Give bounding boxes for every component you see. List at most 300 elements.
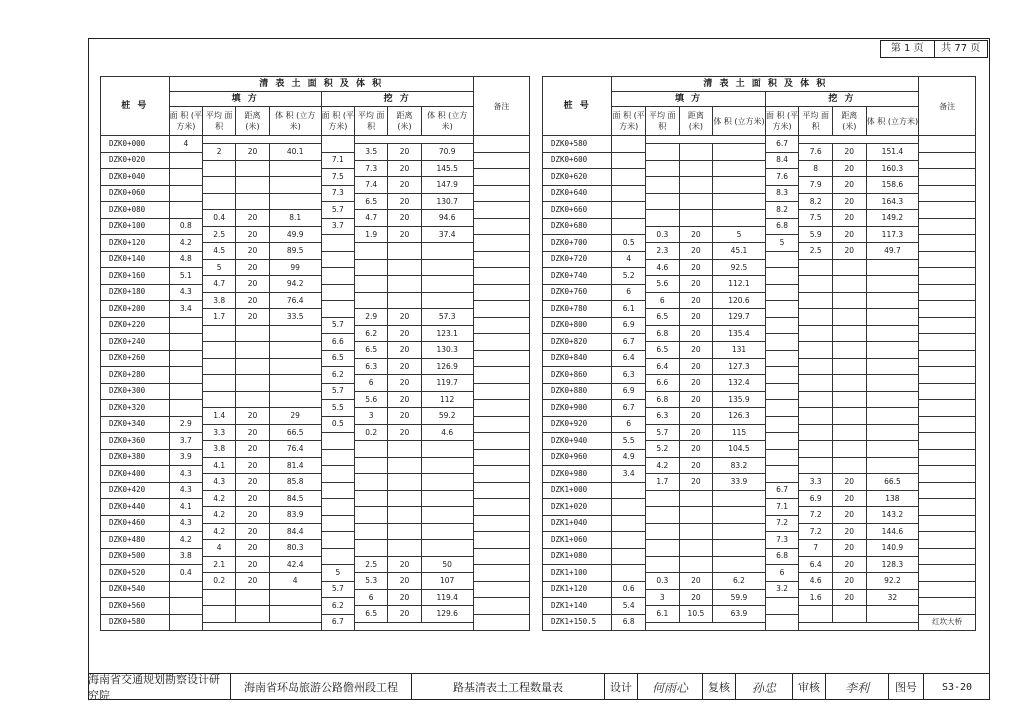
cut-dist-cell: 20 <box>833 193 867 210</box>
cut-vol-cell: 123.1 <box>421 325 473 342</box>
cut-avg-cell <box>799 375 833 392</box>
remark-cell <box>473 268 529 285</box>
cut-dist-cell <box>833 309 867 326</box>
remark-cell <box>919 152 976 169</box>
cut-dist-cell <box>833 424 867 441</box>
header-fill: 填 方 <box>612 92 765 107</box>
fill-dist-cell: 20 <box>236 523 269 540</box>
fill-area-cell <box>169 581 202 598</box>
cut-dist-cell <box>388 243 421 260</box>
fill-vol-cell: 42.4 <box>269 556 321 573</box>
cut-vol-cell <box>866 276 919 293</box>
remark-cell <box>473 548 529 565</box>
cut-avg-cell <box>355 474 388 491</box>
fill-avg-cell <box>645 523 679 540</box>
cut-area-cell: 6.6 <box>321 334 354 351</box>
cut-area-cell: 5.7 <box>321 383 354 400</box>
cut-dist-cell: 20 <box>388 342 421 359</box>
fill-vol-cell <box>713 193 766 210</box>
fill-dist-cell: 20 <box>679 441 713 458</box>
page-current: 第 1 页 <box>890 43 924 54</box>
fill-dist-cell: 20 <box>679 292 713 309</box>
cut-area-cell <box>765 334 799 351</box>
header-cut: 挖 方 <box>765 92 918 107</box>
fill-vol-cell: 6.2 <box>713 573 766 590</box>
table-cell <box>355 136 474 144</box>
cut-avg-cell: 7.2 <box>799 523 833 540</box>
remark-cell <box>919 317 976 334</box>
fill-area-cell: 4.8 <box>169 251 202 268</box>
stake-cell: DZK0+660 <box>543 202 612 219</box>
cut-vol-cell <box>866 424 919 441</box>
fill-avg-cell: 0.3 <box>645 226 679 243</box>
fill-vol-cell: 135.9 <box>713 391 766 408</box>
remark-cell <box>919 334 976 351</box>
stake-cell: DZK0+640 <box>543 185 612 202</box>
fill-area-cell: 5.2 <box>612 268 646 285</box>
fill-dist-cell: 20 <box>679 325 713 342</box>
fill-avg-cell <box>645 160 679 177</box>
cut-avg-cell: 5.3 <box>355 573 388 590</box>
fill-area-cell <box>169 383 202 400</box>
remark-cell <box>473 400 529 417</box>
cut-area-cell <box>321 251 354 268</box>
fill-avg-cell: 4.6 <box>645 259 679 276</box>
cut-dist-cell: 20 <box>833 589 867 606</box>
stake-cell: DZK1+060 <box>543 532 612 549</box>
cut-avg-cell <box>355 259 388 276</box>
cut-area-cell <box>765 433 799 450</box>
cut-avg-cell <box>355 540 388 557</box>
approve-label: 审核 <box>793 674 826 700</box>
fill-vol-cell: 84.4 <box>269 523 321 540</box>
design-signature: 何雨心 <box>638 674 703 700</box>
fill-avg-cell: 1.7 <box>203 309 236 326</box>
cut-area-cell <box>321 449 354 466</box>
fill-avg-cell: 0.2 <box>203 573 236 590</box>
cut-avg-cell <box>355 441 388 458</box>
cut-area-cell: 7.3 <box>765 532 799 549</box>
fill-vol-cell <box>269 160 321 177</box>
fill-dist-cell: 20 <box>679 375 713 392</box>
fill-avg-cell: 1.4 <box>203 408 236 425</box>
fill-dist-cell <box>236 391 269 408</box>
cut-avg-cell: 3 <box>355 408 388 425</box>
cut-vol-cell <box>866 375 919 392</box>
fill-area-cell: 6.9 <box>612 383 646 400</box>
cut-dist-cell <box>388 292 421 309</box>
cut-dist-cell: 20 <box>388 309 421 326</box>
cut-area-cell: 8.4 <box>765 152 799 169</box>
fill-area-cell: 6 <box>612 416 646 433</box>
cut-vol-cell <box>421 292 473 309</box>
remark-cell <box>473 202 529 219</box>
remark-cell <box>473 598 529 615</box>
cut-dist-cell <box>833 375 867 392</box>
cut-vol-cell: 4.6 <box>421 424 473 441</box>
drawing-number: S3-20 <box>941 681 973 693</box>
cut-vol-cell <box>421 523 473 540</box>
cut-dist-cell <box>388 457 421 474</box>
stake-cell: DZK1+150.5 <box>543 614 612 631</box>
remark-cell <box>919 499 976 516</box>
fill-area-cell <box>169 202 202 219</box>
fill-vol-cell: 45.1 <box>713 243 766 260</box>
fill-vol-cell: 83.9 <box>269 507 321 524</box>
fill-vol-cell <box>269 325 321 342</box>
fill-area-cell <box>169 400 202 417</box>
stake-cell: DZK1+120 <box>543 581 612 598</box>
header-distance: 距离 (米) <box>833 107 867 136</box>
remark-cell <box>919 136 976 153</box>
fill-vol-cell: 66.5 <box>269 424 321 441</box>
fill-area-cell: 4.3 <box>169 284 202 301</box>
cut-vol-cell <box>866 309 919 326</box>
fill-dist-cell: 20 <box>679 457 713 474</box>
cut-dist-cell <box>388 523 421 540</box>
fill-avg-cell <box>203 177 236 194</box>
fill-vol-cell <box>269 342 321 359</box>
cut-dist-cell <box>388 507 421 524</box>
fill-area-cell <box>612 548 646 565</box>
cut-dist-cell <box>388 441 421 458</box>
cut-area-cell <box>765 367 799 384</box>
stake-cell: DZK0+380 <box>101 449 170 466</box>
cut-dist-cell <box>833 408 867 425</box>
stake-cell: DZK0+920 <box>543 416 612 433</box>
fill-dist-cell: 20 <box>236 540 269 557</box>
cut-avg-cell: 1.6 <box>799 589 833 606</box>
fill-avg-cell: 5.7 <box>645 424 679 441</box>
remark-cell <box>473 334 529 351</box>
cut-avg-cell <box>799 408 833 425</box>
cut-area-cell <box>321 235 354 252</box>
cut-area-cell <box>765 284 799 301</box>
table-cell <box>799 136 919 144</box>
stake-cell: DZK0+020 <box>101 152 170 169</box>
cut-dist-cell: 20 <box>833 540 867 557</box>
stake-cell: DZK0+760 <box>543 284 612 301</box>
remark-cell <box>473 251 529 268</box>
stake-cell: DZK0+860 <box>543 367 612 384</box>
remark-cell <box>473 581 529 598</box>
fill-avg-cell: 3.8 <box>203 292 236 309</box>
stake-cell: DZK0+180 <box>101 284 170 301</box>
stake-cell: DZK0+600 <box>543 152 612 169</box>
cut-vol-cell: 32 <box>866 589 919 606</box>
cut-area-cell: 5.7 <box>321 202 354 219</box>
fill-vol-cell <box>713 540 766 557</box>
stake-cell: DZK0+540 <box>101 581 170 598</box>
table-left <box>100 76 530 631</box>
fill-dist-cell: 20 <box>236 424 269 441</box>
remark-cell <box>473 499 529 516</box>
remark-cell <box>919 284 976 301</box>
fill-vol-cell: 76.4 <box>269 441 321 458</box>
org-name: 海南省交通规划勘察设计研究院 <box>88 674 231 700</box>
cut-area-cell <box>765 251 799 268</box>
header-volume: 体 积 (立方米) <box>421 107 473 136</box>
cut-dist-cell: 20 <box>388 325 421 342</box>
cut-vol-cell: 50 <box>421 556 473 573</box>
fill-avg-cell <box>645 193 679 210</box>
cut-area-cell: 7.3 <box>321 185 354 202</box>
fill-area-cell <box>612 499 646 516</box>
cut-avg-cell: 3.3 <box>799 474 833 491</box>
cut-area-cell: 5 <box>765 235 799 252</box>
fill-area-cell: 4.3 <box>169 466 202 483</box>
cut-vol-cell <box>866 325 919 342</box>
fill-dist-cell <box>679 193 713 210</box>
remark-cell <box>473 433 529 450</box>
fill-vol-cell: 84.5 <box>269 490 321 507</box>
cut-area-cell: 6.5 <box>321 350 354 367</box>
fill-area-cell <box>169 317 202 334</box>
cut-dist-cell: 20 <box>833 177 867 194</box>
cut-dist-cell: 20 <box>833 556 867 573</box>
fill-avg-cell: 4.2 <box>203 490 236 507</box>
fill-avg-cell: 6.1 <box>645 606 679 623</box>
header-cut: 挖 方 <box>321 92 473 107</box>
cut-vol-cell: 128.3 <box>866 556 919 573</box>
fill-vol-cell: 129.7 <box>713 309 766 326</box>
remark-cell <box>919 548 976 565</box>
header-area: 面 积 (平方米) <box>612 107 646 136</box>
cut-dist-cell <box>388 259 421 276</box>
cut-area-cell <box>321 301 354 318</box>
fill-avg-cell: 3.8 <box>203 441 236 458</box>
fill-avg-cell: 3 <box>645 589 679 606</box>
fill-area-cell: 0.6 <box>612 581 646 598</box>
cut-vol-cell: 147.9 <box>421 177 473 194</box>
fill-vol-cell: 115 <box>713 424 766 441</box>
fill-vol-cell: 127.3 <box>713 358 766 375</box>
cut-avg-cell <box>355 292 388 309</box>
fill-vol-cell: 92.5 <box>713 259 766 276</box>
table-cell <box>645 136 765 144</box>
cut-area-cell: 7.1 <box>765 499 799 516</box>
stake-cell: DZK0+120 <box>101 235 170 252</box>
cut-dist-cell <box>833 292 867 309</box>
fill-area-cell <box>612 169 646 186</box>
stake-cell: DZK0+480 <box>101 532 170 549</box>
fill-avg-cell: 3.3 <box>203 424 236 441</box>
fill-area-cell <box>612 202 646 219</box>
fill-vol-cell <box>713 210 766 227</box>
cut-dist-cell <box>833 358 867 375</box>
cut-vol-cell: 119.4 <box>421 589 473 606</box>
cut-area-cell: 5.7 <box>321 581 354 598</box>
cut-avg-cell: 7.2 <box>799 507 833 524</box>
fill-avg-cell <box>203 358 236 375</box>
cut-avg-cell: 2.9 <box>355 309 388 326</box>
cut-area-cell: 6.7 <box>321 614 354 631</box>
table-cell <box>799 622 919 630</box>
header-remarks: 备注 <box>473 77 529 136</box>
cut-avg-cell <box>799 424 833 441</box>
fill-dist-cell: 20 <box>679 309 713 326</box>
fill-dist-cell <box>236 375 269 392</box>
stake-cell: DZK0+340 <box>101 416 170 433</box>
fill-vol-cell: 112.1 <box>713 276 766 293</box>
remark-cell <box>473 152 529 169</box>
remark-cell <box>919 581 976 598</box>
cut-vol-cell: 107 <box>421 573 473 590</box>
remark-cell <box>473 136 529 153</box>
cut-dist-cell: 20 <box>388 358 421 375</box>
fill-vol-cell: 29 <box>269 408 321 425</box>
stake-cell: DZK0+960 <box>543 449 612 466</box>
remark-cell <box>473 367 529 384</box>
cut-avg-cell: 6.3 <box>355 358 388 375</box>
cut-vol-cell: 70.9 <box>421 144 473 161</box>
header-volume: 体 积 (立方米) <box>269 107 321 136</box>
cut-avg-cell <box>799 606 833 623</box>
fill-avg-cell: 2.3 <box>645 243 679 260</box>
cut-vol-cell <box>421 507 473 524</box>
cut-area-cell: 5.7 <box>321 317 354 334</box>
fill-area-cell: 3.4 <box>169 301 202 318</box>
remark-cell <box>473 565 529 582</box>
fill-area-cell: 6.4 <box>612 350 646 367</box>
cut-area-cell: 6.7 <box>765 482 799 499</box>
stake-cell: DZK0+460 <box>101 515 170 532</box>
cut-avg-cell <box>799 325 833 342</box>
cut-vol-cell <box>421 474 473 491</box>
cut-avg-cell <box>799 342 833 359</box>
cut-dist-cell: 20 <box>388 424 421 441</box>
fill-dist-cell <box>236 342 269 359</box>
cut-dist-cell <box>833 259 867 276</box>
cut-area-cell: 7.2 <box>765 515 799 532</box>
fill-dist-cell: 20 <box>236 441 269 458</box>
cut-vol-cell: 144.6 <box>866 523 919 540</box>
cut-dist-cell: 20 <box>388 144 421 161</box>
fill-avg-cell: 6 <box>645 292 679 309</box>
fill-area-cell: 5.5 <box>612 433 646 450</box>
cut-vol-cell: 49.7 <box>866 243 919 260</box>
cut-avg-cell: 6.9 <box>799 490 833 507</box>
fill-area-cell: 4.2 <box>169 532 202 549</box>
cut-avg-cell <box>799 276 833 293</box>
fill-area-cell <box>612 152 646 169</box>
fill-avg-cell <box>203 375 236 392</box>
fill-avg-cell <box>645 540 679 557</box>
cut-dist-cell: 20 <box>388 210 421 227</box>
fill-dist-cell: 20 <box>679 391 713 408</box>
cut-dist-cell <box>388 474 421 491</box>
fill-avg-cell: 4.5 <box>203 243 236 260</box>
cut-avg-cell <box>355 523 388 540</box>
fill-vol-cell <box>713 160 766 177</box>
stake-cell: DZK0+940 <box>543 433 612 450</box>
fill-vol-cell <box>269 606 321 623</box>
stake-cell: DZK0+320 <box>101 400 170 417</box>
cut-dist-cell <box>833 325 867 342</box>
cut-vol-cell: 158.6 <box>866 177 919 194</box>
cut-vol-cell: 112 <box>421 391 473 408</box>
cut-avg-cell: 6.5 <box>355 606 388 623</box>
header-section: 清 表 土 面 积 及 体 积 <box>612 77 919 92</box>
fill-area-cell: 6.7 <box>612 400 646 417</box>
fill-vol-cell: 76.4 <box>269 292 321 309</box>
remark-cell <box>473 383 529 400</box>
cut-area-cell: 7.5 <box>321 169 354 186</box>
cut-vol-cell <box>866 358 919 375</box>
fill-vol-cell <box>713 507 766 524</box>
cut-dist-cell: 20 <box>388 589 421 606</box>
fill-dist-cell: 20 <box>679 474 713 491</box>
drawing-no-label: 图号 <box>889 674 924 700</box>
cut-area-cell <box>765 268 799 285</box>
cut-area-cell: 8.2 <box>765 202 799 219</box>
fill-vol-cell: 131 <box>713 342 766 359</box>
fill-avg-cell <box>203 193 236 210</box>
remark-cell <box>919 218 976 235</box>
fill-vol-cell <box>269 589 321 606</box>
fill-dist-cell <box>679 490 713 507</box>
stake-cell: DZK0+780 <box>543 301 612 318</box>
fill-dist-cell: 20 <box>236 243 269 260</box>
fill-avg-cell <box>645 144 679 161</box>
fill-avg-cell <box>203 160 236 177</box>
fill-avg-cell: 6.4 <box>645 358 679 375</box>
table-cell <box>203 622 322 630</box>
fill-vol-cell: 33.5 <box>269 309 321 326</box>
cut-avg-cell <box>799 309 833 326</box>
cut-avg-cell: 6.5 <box>355 342 388 359</box>
stake-cell: DZK1+140 <box>543 598 612 615</box>
stake-cell: DZK0+520 <box>101 565 170 582</box>
remark-cell <box>473 317 529 334</box>
cut-avg-cell <box>355 243 388 260</box>
stake-cell: DZK0+040 <box>101 169 170 186</box>
fill-avg-cell <box>203 589 236 606</box>
fill-area-cell <box>612 532 646 549</box>
cut-vol-cell: 129.6 <box>421 606 473 623</box>
cut-dist-cell: 20 <box>833 573 867 590</box>
cut-dist-cell: 20 <box>388 391 421 408</box>
cut-vol-cell: 145.5 <box>421 160 473 177</box>
remark-cell <box>919 268 976 285</box>
cut-vol-cell <box>421 441 473 458</box>
fill-dist-cell: 20 <box>679 408 713 425</box>
remark-cell <box>473 515 529 532</box>
header-fill: 填 方 <box>169 92 321 107</box>
cut-area-cell <box>321 284 354 301</box>
fill-dist-cell <box>679 144 713 161</box>
stake-cell: DZK0+560 <box>101 598 170 615</box>
stake-cell: DZK0+800 <box>543 317 612 334</box>
fill-vol-cell: 104.5 <box>713 441 766 458</box>
fill-area-cell <box>612 136 646 153</box>
cut-vol-cell: 57.3 <box>421 309 473 326</box>
header-avg-area: 平均 面积 <box>799 107 833 136</box>
remark-cell <box>473 301 529 318</box>
fill-area-cell: 4.3 <box>169 482 202 499</box>
cut-vol-cell <box>866 342 919 359</box>
cut-avg-cell: 7.5 <box>799 210 833 227</box>
stake-cell: DZK0+420 <box>101 482 170 499</box>
fill-dist-cell: 20 <box>679 276 713 293</box>
remark-cell <box>919 400 976 417</box>
header-avg-area: 平均 面积 <box>203 107 236 136</box>
cut-dist-cell: 20 <box>388 606 421 623</box>
cut-dist-cell: 20 <box>388 177 421 194</box>
fill-area-cell: 3.8 <box>169 548 202 565</box>
stake-cell: DZK1+100 <box>543 565 612 582</box>
table-cell <box>645 622 765 630</box>
